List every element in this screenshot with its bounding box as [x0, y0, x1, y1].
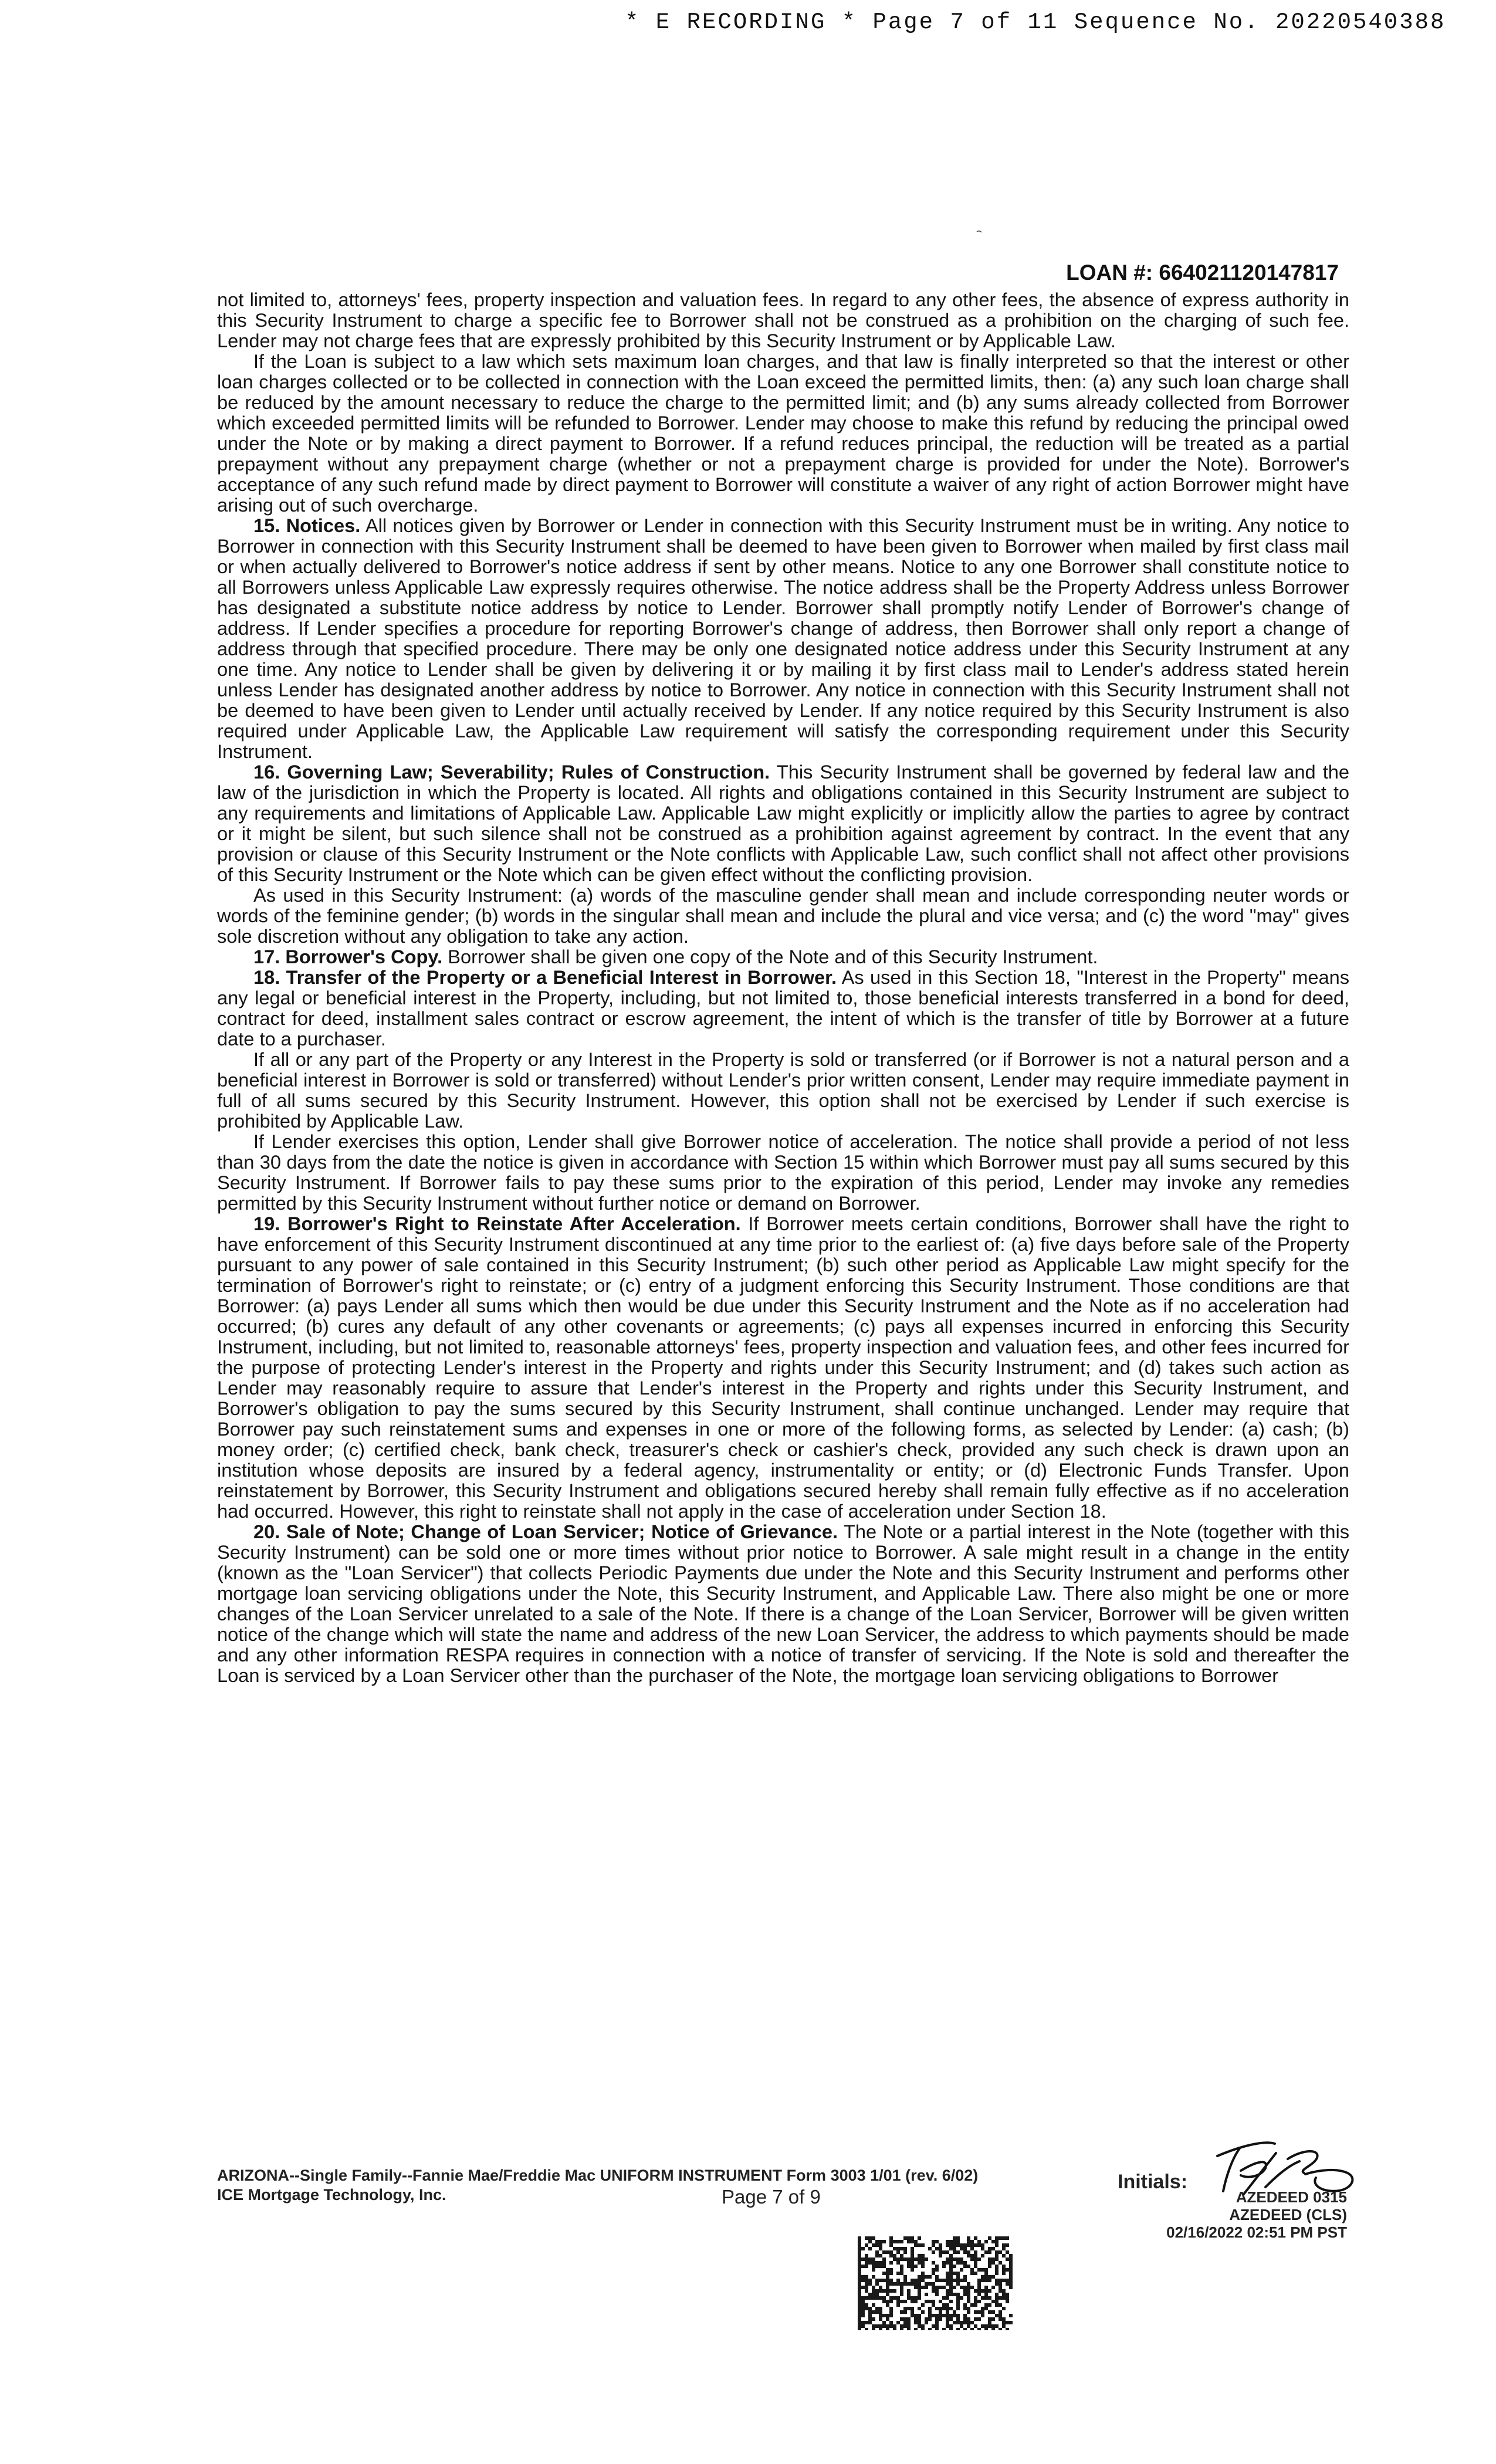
2d-barcode-image	[858, 2236, 1013, 2330]
section-16-heading: 16. Governing Law; Severability; Rules of Construction.	[253, 761, 770, 783]
initials-label: Initials:	[1118, 2171, 1188, 2193]
section-15	[217, 515, 1349, 761]
section-18-heading: 18. Transfer of the Property or a Beneficial Interest in Borrower.	[253, 966, 837, 988]
footer-page-number: Page 7 of 9	[722, 2186, 821, 2208]
section-16-text: This Security Instrument shall be governed by federal law and the law of the jurisdiction in which the Property is located. All rights and obligations contained in this Security Instrument are subject to any requirements and limitations of Applicable Law. Applicable Law might explicitly or implicitly allow the parties to agree by contract or it might be silent, but such silence shall not be construed as a prohibition against agreement by contract. In the event that any provision or clause of this Security Instrument or the Note conflicts with Applicable Law, such conflict shall not affect other provisions of this Security Instrument or the Note which can be given effect without the conflicting provision.	[217, 761, 1350, 885]
scan-speck	[976, 230, 982, 233]
footer-code-1: AZEDEED 0315	[1236, 2188, 1347, 2206]
section-18-text: As used in this Section 18, "Interest in the Property" means any legal or beneficial interest in the Property, including, but not limited to, those beneficial interests transferred in a bond for deed, contract for deed, installment sales contract or escrow agreement, the intent of which is the transfer of title by Borrower at a future date to a purchaser.	[217, 966, 1349, 1050]
section-20	[217, 1521, 1349, 1685]
section-16	[217, 761, 1349, 885]
footer-codes	[1166, 2188, 1347, 2241]
loan-number: LOAN #: 664021120147817	[1066, 260, 1339, 285]
paragraph-loan-charges: If the Loan is subject to a law which sets maximum loan charges, and that law is finally interpreted so that the interest or other loan charges collected or to be collected in connection with the Loan exceed the permitted limits, then: (a) any such loan charge shall be reduced by the amount necessary to reduce the charge to the permitted limit; and (b) any sums already collected from Borrower which exceeded permitted limits will be refunded to Borrower. Lender may choose to make this refund by reducing the principal owed under the Note or by making a direct payment to Borrower. If a refund reduces principal, the reduction will be treated as a partial prepayment without any prepayment charge (whether or not a prepayment charge is provided for under the Note). Borrower's acceptance of any such refund made by direct payment to Borrower will constitute a waiver of any right of action Borrower might have arising out of such overcharge.	[217, 350, 1349, 516]
section-17-text: Borrower shall be given one copy of the Note and of this Security Instrument.	[448, 946, 1098, 967]
section-18-paragraph-2: If all or any part of the Property or any Interest in the Property is sold or transferred (or if Borrower is not a natural person and a beneficial interest in Borrower is sold or transferred) without Lender's prior written consent, Lender may require immediate payment in full of all sums secured by this Security Instrument. However, this option shall not be exercised by Lender if such exercise is prohibited by Applicable Law.	[217, 1048, 1349, 1132]
section-17	[217, 946, 1349, 967]
section-16-paragraph-2: As used in this Security Instrument: (a) words of the masculine gender shall mean and include corresponding neuter words or words of the feminine gender; (b) words in the singular shall mean and include the plural and vice versa; and (c) the word "may" gives sole discretion without any obligation to take any action.	[217, 884, 1349, 947]
footer-form-info	[217, 2166, 978, 2205]
section-17-heading: 17. Borrower's Copy.	[253, 946, 443, 967]
footer-vendor: ICE Mortgage Technology, Inc.	[217, 2186, 446, 2204]
paragraph-continuation: not limited to, attorneys' fees, property inspection and valuation fees. In regard to any other fees, the absence of express authority in this Security Instrument to charge a specific fee to Borrower shall not be construed as a prohibition on the charging of such fee. Lender may not charge fees that are expressly prohibited by this Security Instrument or by Applicable Law.	[217, 289, 1349, 351]
footer-form-line: ARIZONA--Single Family--Fannie Mae/Freddie Mac UNIFORM INSTRUMENT Form 3003 1/01 (rev. 6/02)	[217, 2167, 979, 2184]
section-15-heading: 15. Notices.	[253, 515, 361, 536]
section-20-text: The Note or a partial interest in the Note (together with this Security Instrument) can be sold one or more times without prior notice to Borrower. A sale might result in a change in the entity (known as the "Loan Servicer") that collects Periodic Payments due under the Note and this Security Instrument and performs other mortgage loan servicing obligations under the Note, this Security Instrument, and Applicable Law. There also might be one or more changes of the Loan Servicer unrelated to a sale of the Note. If there is a change of the Loan Servicer, Borrower will be given written notice of the change which will state the name and address of the new Loan Servicer, the address to which payments should be made and any other information RESPA requires in connection with a notice of transfer of servicing. If the Note is sold and thereafter the Loan is serviced by a Loan Servicer other than the purchaser of the Note, the mortgage loan servicing obligations to Borrower	[217, 1521, 1349, 1686]
section-19	[217, 1213, 1349, 1521]
section-18	[217, 967, 1349, 1049]
section-19-text: If Borrower meets certain conditions, Borrower shall have the right to have enforcement of this Security Instrument discontinued at any time prior to the earliest of: (a) five days before sale of the Property pursuant to any power of sale contained in this Security Instrument; (b) such other period as Applicable Law might specify for the termination of Borrower's right to reinstate; or (c) entry of a judgment enforcing this Security Instrument. Those conditions are that Borrower: (a) pays Lender all sums which then would be due under this Security Instrument and the Note as if no acceleration had occurred; (b) cures any default of any other covenants or agreements; (c) pays all expenses incurred in enforcing this Security Instrument, including, but not limited to, reasonable attorneys' fees, property inspection and valuation fees, and other fees incurred for the purpose of protecting Lender's interest in the Property and rights under this Security Instrument; and (d) takes such action as Lender may reasonably require to assure that Lender's interest in the Property and rights under this Security Instrument, and Borrower's obligation to pay the sums secured by this Security Instrument, shall continue unchanged. Lender may require that Borrower pay such reinstatement sums and expenses in one or more of the following forms, as selected by Lender: (a) cash; (b) money order; (c) certified check, bank check, treasurer's check or cashier's check, provided any such check is drawn upon an institution whose deposits are insured by a federal agency, instrumentality or entity; or (d) Electronic Funds Transfer. Upon reinstatement by Borrower, this Security Instrument and obligations secured hereby shall remain fully effective as if no acceleration had occurred. However, this right to reinstate shall not apply in the case of acceleration under Section 18.	[217, 1213, 1349, 1522]
section-18-paragraph-3: If Lender exercises this option, Lender shall give Borrower notice of acceleration. The notice shall provide a period of not less than 30 days from the date the notice is given in accordance with Section 15 within which Borrower must pay all sums secured by this Security Instrument. If Borrower fails to pay these sums prior to the expiration of this period, Lender may invoke any remedies permitted by this Security Instrument without further notice or demand on Borrower.	[217, 1131, 1349, 1214]
footer-code-2: AZEDEED (CLS)	[1229, 2206, 1347, 2223]
section-20-heading: 20. Sale of Note; Change of Loan Servicer; Notice of Grievance.	[253, 1521, 838, 1542]
section-19-heading: 19. Borrower's Right to Reinstate After Acceleration.	[253, 1213, 741, 1234]
section-15-text: All notices given by Borrower or Lender in connection with this Security Instrument must be in writing. Any notice to Borrower in connection with this Security Instrument shall be deemed to have been given to Borrower when mailed by first class mail or when actually delivered to Borrower's notice address if sent by other means. Notice to any one Borrower shall constitute notice to all Borrowers unless Applicable Law expressly requires otherwise. The notice address shall be the Property Address unless Borrower has designated a substitute notice address by notice to Lender. Borrower shall promptly notify Lender of Borrower's change of address. If Lender specifies a procedure for reporting Borrower's change of address, then Borrower shall only report a change of address through that specified procedure. There may be only one designated notice address under this Security Instrument at any one time. Any notice to Lender shall be given by delivering it or by mailing it by first class mail to Lender's address stated herein unless Lender has designated another address by notice to Borrower. Any notice in connection with this Security Instrument shall not be deemed to have been given to Lender until actually received by Lender. If any notice required by this Security Instrument is also required under Applicable Law, the Applicable Law requirement will satisfy the corresponding requirement under this Security Instrument.	[217, 515, 1349, 762]
footer-timestamp: 02/16/2022 02:51 PM PST	[1166, 2223, 1347, 2241]
recording-header: * E RECORDING * Page 7 of 11 Sequence No. 20220540388	[625, 9, 1446, 35]
document-body	[217, 289, 1349, 1685]
